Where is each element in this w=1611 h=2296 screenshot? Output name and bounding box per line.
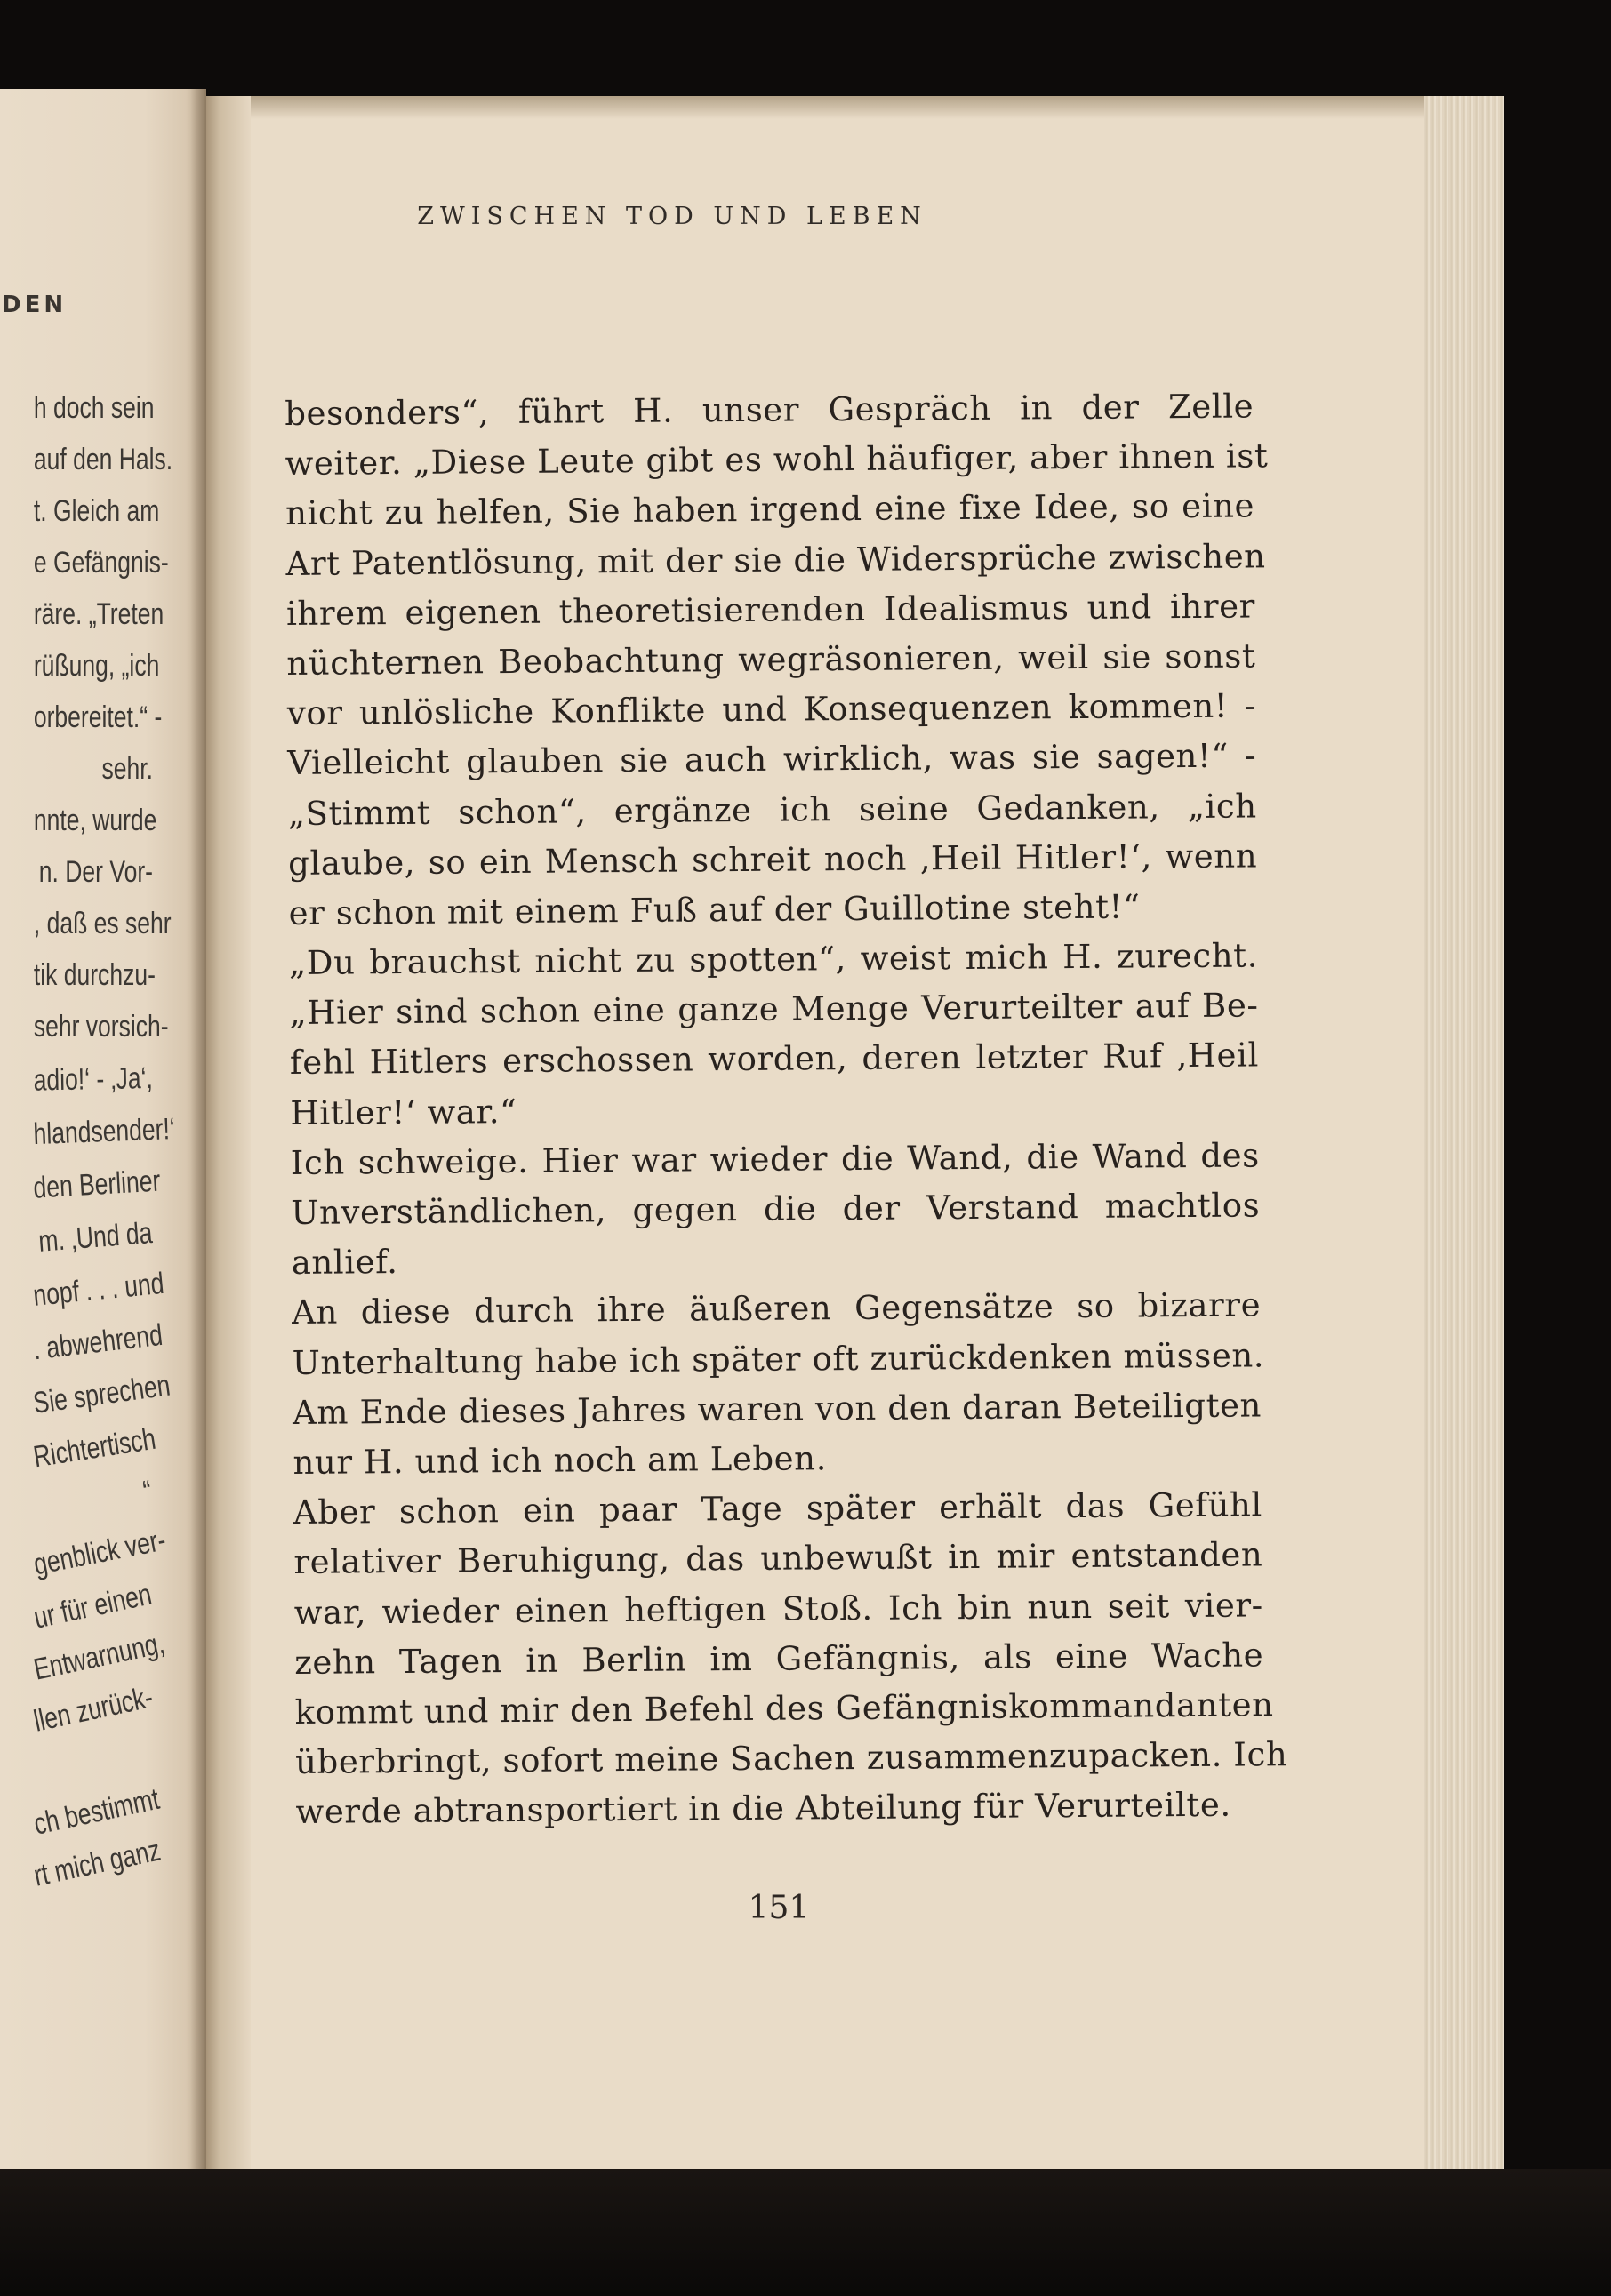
text-line: besonders“, führt H. unser Gespräch in der Zelle xyxy=(285,387,1254,433)
left-text-line: orbereitet.“ - xyxy=(33,700,163,734)
left-text-line: rüßung, „ich xyxy=(33,649,160,683)
text-line: zehn Tagen in Berlin im Gefängnis, als eine Wache xyxy=(294,1636,1264,1682)
text-line: nur H. und ich noch am Leben. xyxy=(293,1439,828,1482)
text-line: „Stimmt schon“, ergänze ich seine Gedanken, „ich xyxy=(287,786,1257,833)
text-line: weiter. „Diese Leute gibt es wohl häufiger, aber ihnen ist xyxy=(285,436,1269,484)
left-text-line: Richtertisch xyxy=(30,1421,158,1475)
text-line: ihrem eigenen theoretisierenden Idealismus und ihrer xyxy=(285,587,1256,633)
left-page-text xyxy=(0,391,176,1893)
binding-shadow xyxy=(0,2169,1611,2296)
text-line: anlief. xyxy=(291,1243,398,1283)
left-text-line: ch bestimmt xyxy=(30,1781,163,1842)
left-page xyxy=(0,89,206,2173)
left-text-line: sehr vorsich- xyxy=(33,1010,169,1044)
left-text-line: Entwarnung, xyxy=(30,1626,168,1687)
page-number: 151 xyxy=(748,1890,810,1926)
text-line: An diese durch ihre äußeren Gegensätze so bizarre xyxy=(291,1285,1262,1332)
text-line: Unterhaltung habe ich später oft zurückdenken müssen. xyxy=(292,1335,1265,1382)
left-text-line: rt mich ganz xyxy=(30,1833,164,1893)
left-text-line: räre. „Treten xyxy=(33,597,164,631)
text-line: glaube, so ein Mensch schreit noch ‚Heil Hitler!‘, wenn xyxy=(288,836,1258,883)
left-text-line: tik durchzu- xyxy=(33,958,156,992)
body-text xyxy=(285,381,1288,1837)
text-line: Hitler!‘ war.“ xyxy=(290,1092,517,1132)
left-text-line: h doch sein xyxy=(33,391,155,425)
left-text-line: “ xyxy=(140,1474,155,1509)
text-line: relativer Beruhigung, das unbewußt in mir entstanden xyxy=(293,1535,1263,1582)
page-stack-edges xyxy=(1424,96,1504,2180)
left-text-line: llen zurück- xyxy=(30,1680,156,1739)
text-line: kommt und mir den Befehl des Gefängniskommandanten xyxy=(294,1685,1274,1732)
left-text-line: genblick ver- xyxy=(30,1523,169,1582)
left-text-line: ur für einen xyxy=(30,1577,155,1636)
left-page-edge-shadow xyxy=(190,89,206,2173)
left-text-line: nnte, wurde xyxy=(33,804,157,837)
left-running-head: DEN xyxy=(2,292,68,318)
page-gutter xyxy=(206,96,251,2180)
text-line: überbringt, sofort meine Sachen zusammenzupacken. Ich xyxy=(294,1735,1288,1782)
left-text-line: sehr. xyxy=(101,752,153,786)
text-line: fehl Hitlers erschossen worden, deren letzter Ruf ‚Heil xyxy=(289,1036,1260,1083)
left-text-line: auf den Hals. xyxy=(33,443,173,476)
left-text-line: t. Gleich am xyxy=(33,494,160,528)
text-line: war, wieder einen heftigen Stoß. Ich bin nun seit vier- xyxy=(293,1585,1263,1632)
left-text-line: nopf . . . und xyxy=(31,1266,166,1313)
left-text-line: adio!‘ - ‚Ja‘, xyxy=(33,1061,154,1098)
page-top-shadow xyxy=(206,96,1504,119)
text-line: Art Patentlösung, mit der sie die Widersprüche zwischen xyxy=(285,536,1266,583)
text-line: Unverständlichen, gegen die der Verstand machtlos xyxy=(291,1186,1261,1232)
left-text-line: m. ‚Und da xyxy=(36,1216,154,1259)
text-line: nicht zu helfen, Sie haben irgend eine fixe Idee, so eine xyxy=(285,486,1255,533)
left-text-line: , daß es sehr xyxy=(33,907,172,940)
text-line: nüchternen Beobachtung wegräsonieren, weil sie sonst xyxy=(286,636,1256,683)
text-line: Aber schon ein paar Tage später erhält das Gefühl xyxy=(293,1485,1263,1532)
text-line: er schon mit einem Fuß auf der Guillotine steht!“ xyxy=(288,887,1141,932)
text-line: „Hier sind schon eine ganze Menge Verurteilter auf Be- xyxy=(289,986,1259,1033)
text-line: werde abtransportiert in die Abteilung für Verurteilte. xyxy=(295,1785,1231,1832)
left-text-line: Sie sprechen xyxy=(31,1368,172,1420)
left-text-line: n. Der Vor- xyxy=(38,855,153,889)
text-line: „Du brauchst nicht zu spotten“, weist mich H. zurecht. xyxy=(288,936,1259,983)
left-text-line: den Berliner xyxy=(32,1164,162,1205)
text-line: vor unlösliche Konflikte und Konsequenzen kommen! - xyxy=(286,686,1256,733)
text-line: Am Ende dieses Jahres waren von den daran Beteiligten xyxy=(292,1386,1262,1432)
left-text-line: hlandsender!‘ xyxy=(32,1112,176,1152)
running-head: ZWISCHEN TOD UND LEBEN xyxy=(417,203,927,230)
text-line: Vielleicht glauben sie auch wirklich, was sie sagen!“ - xyxy=(287,736,1257,783)
text-line: Ich schweige. Hier war wieder die Wand, die Wand des xyxy=(290,1136,1260,1182)
left-text-line: . abwehrend xyxy=(31,1317,164,1367)
left-text-line: e Gefängnis- xyxy=(33,546,169,580)
